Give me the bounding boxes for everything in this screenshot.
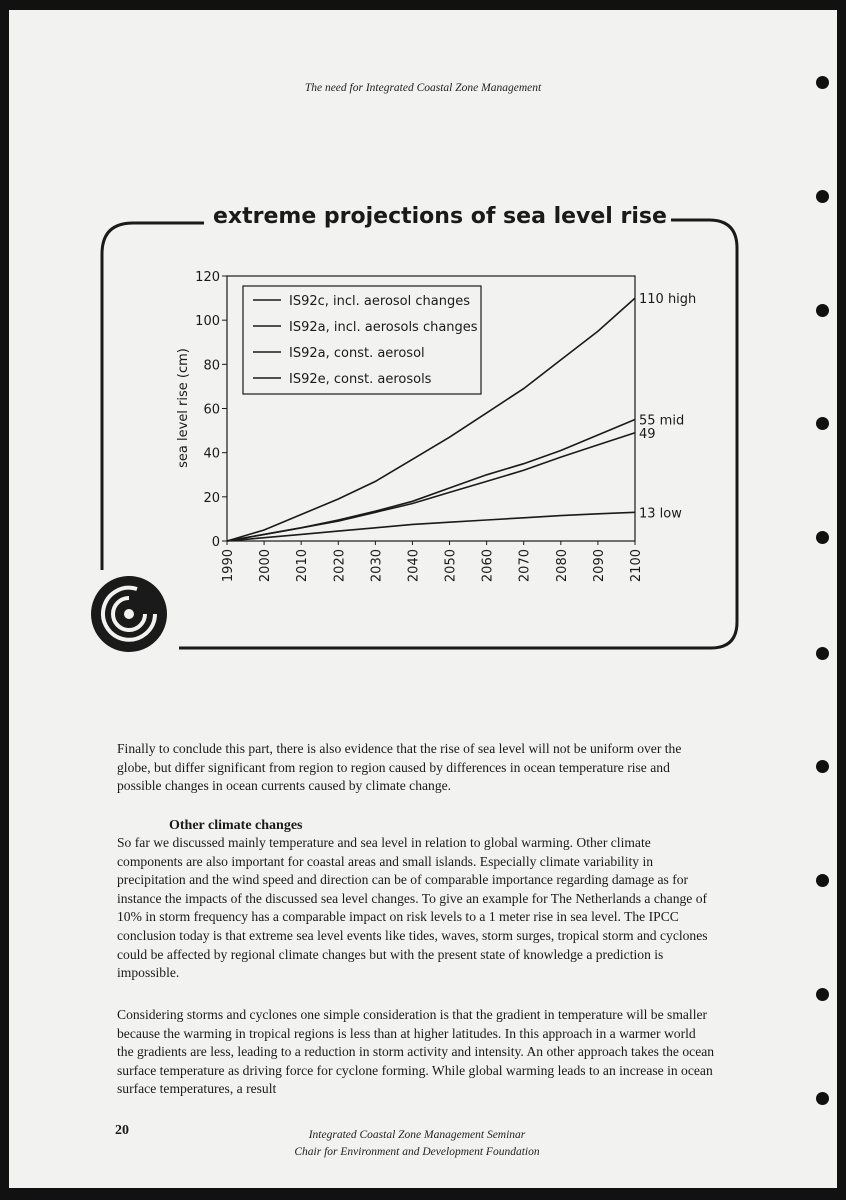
binder-hole [816,988,829,1001]
binder-hole [816,760,829,773]
end-label: 110 high [639,292,697,308]
x-tick-label: 2040 [406,549,422,583]
paragraph-climate: So far we discussed mainly temperature and sea level in relation to global warming. Other climate components are also important for coastal areas and small islands. Especially climate variability in precipitation and the wind speed and direction can be of comparable importance regarding damage as for instance the impacts of the discussed sea level changes. To give an example for The Netherlands a change of 10% in storm frequency has a comparable impact on risk levels to a 1 meter rise in sea level. The IPCC conclusion today is that extreme sea level events like tides, waves, storm surges, tropical storm and cyclones could be affected by regional climate changes but with the present state of knowledge a prediction is impossible. [117,835,708,981]
footer-line-2: Chair for Environment and Development Foundation [294,1146,540,1158]
x-tick-label: 2060 [480,549,496,583]
x-tick-label: 2100 [629,549,644,583]
y-tick-label: 60 [203,402,220,418]
document-page [9,10,837,1188]
paragraph-intro: Finally to conclude this part, there is also evidence that the rise of sea level will not be uniform over the globe, but differ significant from region to region caused by differences in ocean temperature rise and possible changes in ocean currents caused by climate change. [117,741,682,794]
x-tick-label: 2070 [517,549,533,583]
legend-entry: IS92c, incl. aerosol changes [289,294,470,309]
binder-hole [816,874,829,887]
legend-entry: IS92a, const. aerosol [289,346,425,361]
binder-hole [816,1092,829,1105]
end-label: 55 mid [639,413,685,429]
end-label: 13 low [639,506,682,522]
y-axis-label: sea level rise (cm) [176,348,191,468]
x-tick-label: 1990 [221,549,236,583]
x-tick-label: 2020 [332,549,348,583]
x-tick-label: 2000 [258,549,274,583]
page-number: 20 [115,1123,129,1138]
y-tick-label: 0 [211,535,220,550]
x-tick-label: 2090 [591,549,607,583]
x-tick-label: 2050 [443,549,459,583]
end-label: 49 [639,426,656,442]
x-tick-label: 2010 [295,549,311,583]
x-tick-label: 2080 [554,549,570,583]
legend-entry: IS92a, incl. aerosols changes [289,320,478,335]
paragraph-storms: Considering storms and cyclones one simple consideration is that the gradient in temperature will be smaller because the warming in tropical regions is less than at higher latitudes. In this approach in a warmer world the gradients are less, leading to a reduction in storm activity and intensity. An other approach takes the ocean surface temperature as driving force for cyclone forming. While global warming leads to an increase in ocean surface temperatures, a result [117,1007,715,1097]
series-line-1 [227,512,635,541]
legend-entry: IS92e, const. aerosols [289,372,432,387]
y-tick-label: 20 [203,490,220,506]
x-tick-label: 2030 [369,549,385,583]
section-heading: Other climate changes [169,818,303,833]
y-tick-label: 100 [195,314,220,330]
figure-title: extreme projections of sea level rise [209,204,671,229]
running-header: The need for Integrated Coastal Zone Management [304,82,542,94]
y-tick-label: 40 [203,446,220,462]
footer-line-1: Integrated Coastal Zone Management Seminar [308,1129,526,1141]
sea-level-chart [9,10,837,650]
y-tick-label: 80 [203,358,220,374]
y-tick-label: 120 [195,270,220,285]
